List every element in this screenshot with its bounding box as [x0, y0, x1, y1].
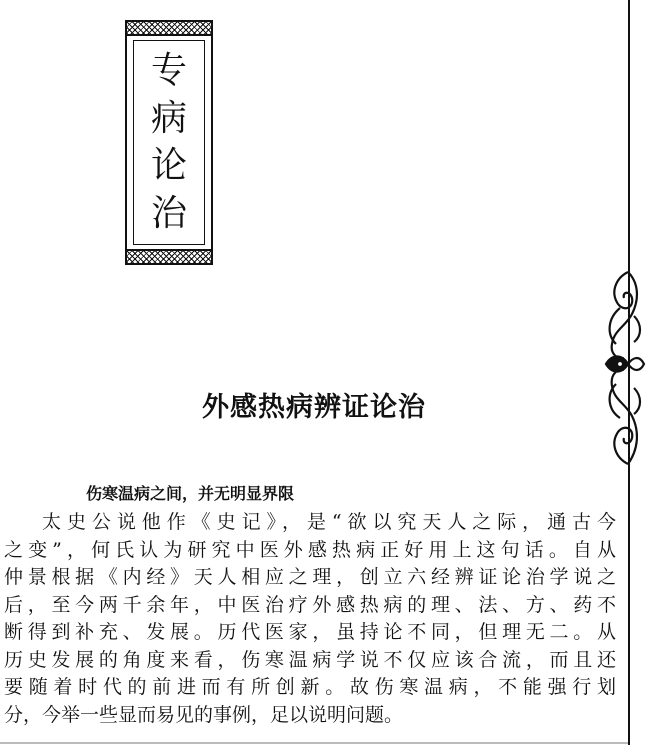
section-title-box — [125, 20, 213, 265]
section-heading: 伤寒温病之间，并无明显界限 — [86, 484, 295, 503]
chapter-title: 外感热病辨证论治 — [202, 392, 426, 423]
body-line: 断得到补充、发展。历代医家，虽持论不同，但理无二。从 — [4, 621, 616, 643]
scroll-ornament-icon — [598, 268, 650, 468]
body-line: 太史公说他作《史记》，是“欲以究天人之际，通古今 — [42, 511, 616, 533]
body-line: 要随着时代的前进而有所创新。故伤寒温病，不能强行划 — [4, 676, 616, 698]
body-line: 后，至今两千余年，中医治疗外感热病的理、法、方、药不 — [4, 593, 616, 616]
body-line: 历史发展的角度来看，伤寒温病学说不仅应该合流，而且还 — [4, 648, 616, 671]
body-line: 仲景根据《内经》天人相应之理，创立六经辨证论治学说之 — [4, 566, 616, 588]
body-paragraph — [4, 509, 616, 729]
title-char-2: 病 — [150, 97, 187, 139]
title-char-1: 专 — [150, 49, 187, 91]
page-bottom-rule — [0, 742, 628, 744]
title-char-4: 治 — [150, 193, 187, 235]
title-box-bottom-hatch — [127, 249, 211, 263]
title-box-top-hatch — [127, 22, 211, 36]
title-char-3: 论 — [150, 145, 187, 187]
body-line: 分，今举一些显而易见的事例，足以说明问题。 — [4, 703, 404, 726]
body-line: 之变”，何氏认为研究中医外感热病正好用上这句话。自从 — [4, 538, 616, 561]
title-box-inner-frame — [133, 40, 205, 245]
